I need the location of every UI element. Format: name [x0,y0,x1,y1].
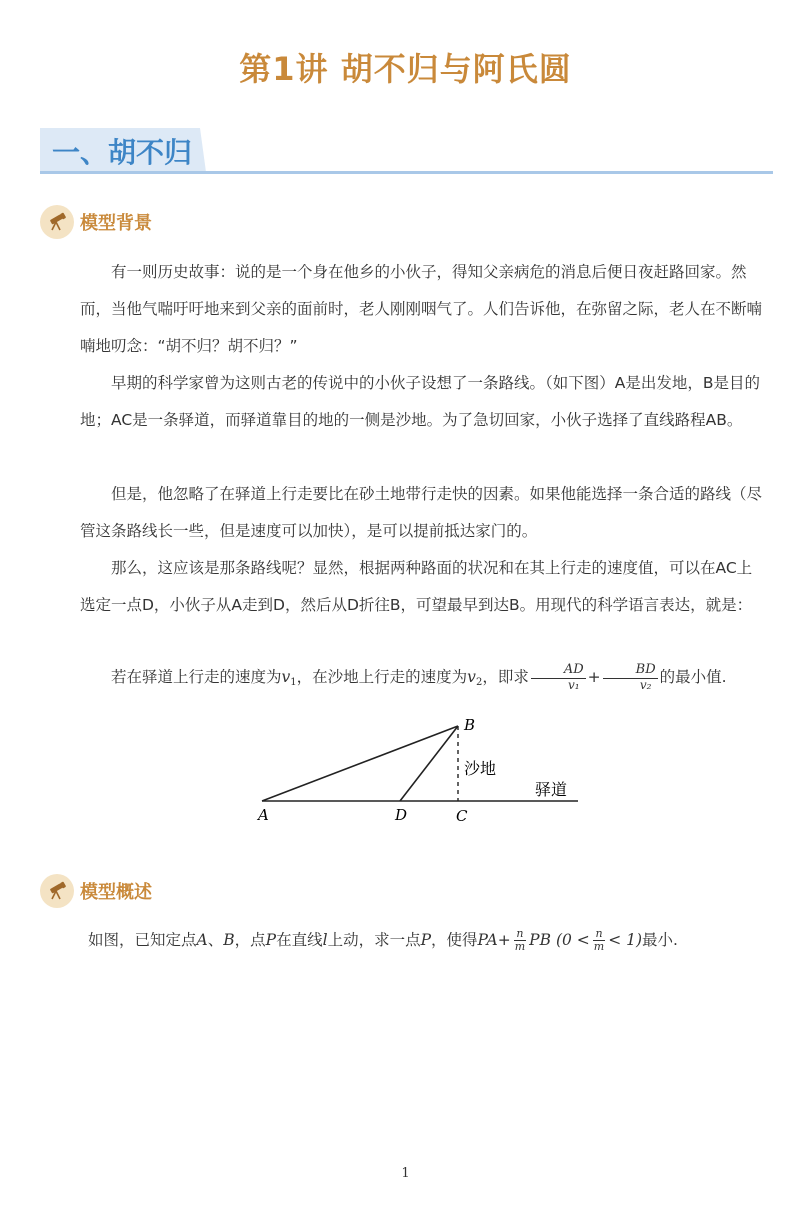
formula-line [80,659,766,701]
frac-m: m [514,940,526,953]
label-b: B [464,716,476,734]
overview-sep: 、 [207,931,224,949]
formula-mid: ，在沙地上行走的速度为 [296,668,468,686]
overview-line [88,922,774,959]
point-p: P [265,931,277,949]
frac-m-cond: m [593,940,605,953]
overview-text-4: 上动，求一点 [327,931,421,949]
fraction-ad-v1 [531,663,586,691]
var-v1-sub: 1 [290,677,297,688]
formula-prefix: 若在驿道上行走的速度为 [111,668,282,686]
paragraph-4: 那么，这应该是那条路线呢？显然，根据两种路面的状况和在其上行走的速度值，可以在AC上选定一点D，小伙子从A走到D，然后从D折往B，可望最早到达B。用现代的科学语言表达，就是： [80,559,753,614]
label-d: D [395,806,408,824]
paragraph-1: 有一则历史故事：说的是一个身在他乡的小伙子，得知父亲病危的消息后便日夜赶路回家。然而，当他气喘吁吁地来到父亲的面前时，老人刚刚咽气了。人们告诉他，在弥留之际，老人在不断喃喃地叨念：“胡不归？胡不归？” [80,263,763,355]
expr-pa: PA [477,931,498,949]
subsection-label: 模型概述 [80,882,152,903]
fraction-n-m-cond [592,928,606,953]
formula-mid2: ，即求 [482,668,529,686]
section-rule [40,171,773,174]
fraction-bd-v2 [603,663,658,691]
telescope-icon [40,874,74,908]
expr-pb: PB [529,931,551,949]
label-sand: 沙地 [464,759,497,778]
frac-n: n [516,926,524,940]
formula-suffix: 的最小值. [659,668,727,686]
point-b: B [223,931,235,949]
overview-text-6: 最小. [642,931,678,949]
var-v1: v [281,668,291,686]
subsection-background [40,205,152,239]
overview-text-1: 如图，已知定点 [88,931,197,949]
subsection-overview [40,874,152,908]
var-v2: v [467,668,476,686]
label-a: A [258,806,269,824]
page-title: 第1讲 胡不归与阿氏圆 [239,50,572,88]
expr-plus: + [497,931,511,949]
frac2-denominator: v₂ [639,677,652,692]
frac2-numerator: BD [603,663,658,678]
frac1-numerator: AD [531,663,586,678]
overview-text-5: ，使得 [431,931,478,949]
formula-plus: + [587,668,601,686]
frac-n-cond: n [595,926,603,940]
telescope-icon [40,205,74,239]
subsection-label: 模型背景 [80,213,152,234]
paragraph-3: 但是，他忽略了在驿道上行走要比在砂土地带行走快的因素。如果他能选择一条合适的路线（尽管这条路线长一些，但是速度可以加快），是可以提前抵达家门的。 [80,485,763,540]
point-a: A [196,931,208,949]
fraction-n-m [513,928,527,953]
section-title: 一、胡不归 [52,136,193,169]
cond-close: < 1) [608,931,643,949]
label-road: 驿道 [535,780,568,799]
route-diagram [250,712,590,832]
overview-text-2: ，点 [234,931,266,949]
paragraph-2: 早期的科学家曾为这则古老的传说中的小伙子设想了一条路线。（如下图）A是出发地，B是目的地；AC是一条驿道，而驿道靠目的地的一侧是沙地。为了急切回家，小伙子选择了直线路程AB。 [80,374,760,429]
var-v2-sub: 2 [475,677,483,688]
line-l: l [322,931,328,949]
cond-open: (0 < [555,931,590,949]
frac1-denominator: v₁ [567,677,580,692]
label-c: C [456,807,468,825]
overview-text-3: 在直线 [276,931,323,949]
point-p-2: P [420,931,432,949]
page-number: 1 [401,1166,410,1181]
